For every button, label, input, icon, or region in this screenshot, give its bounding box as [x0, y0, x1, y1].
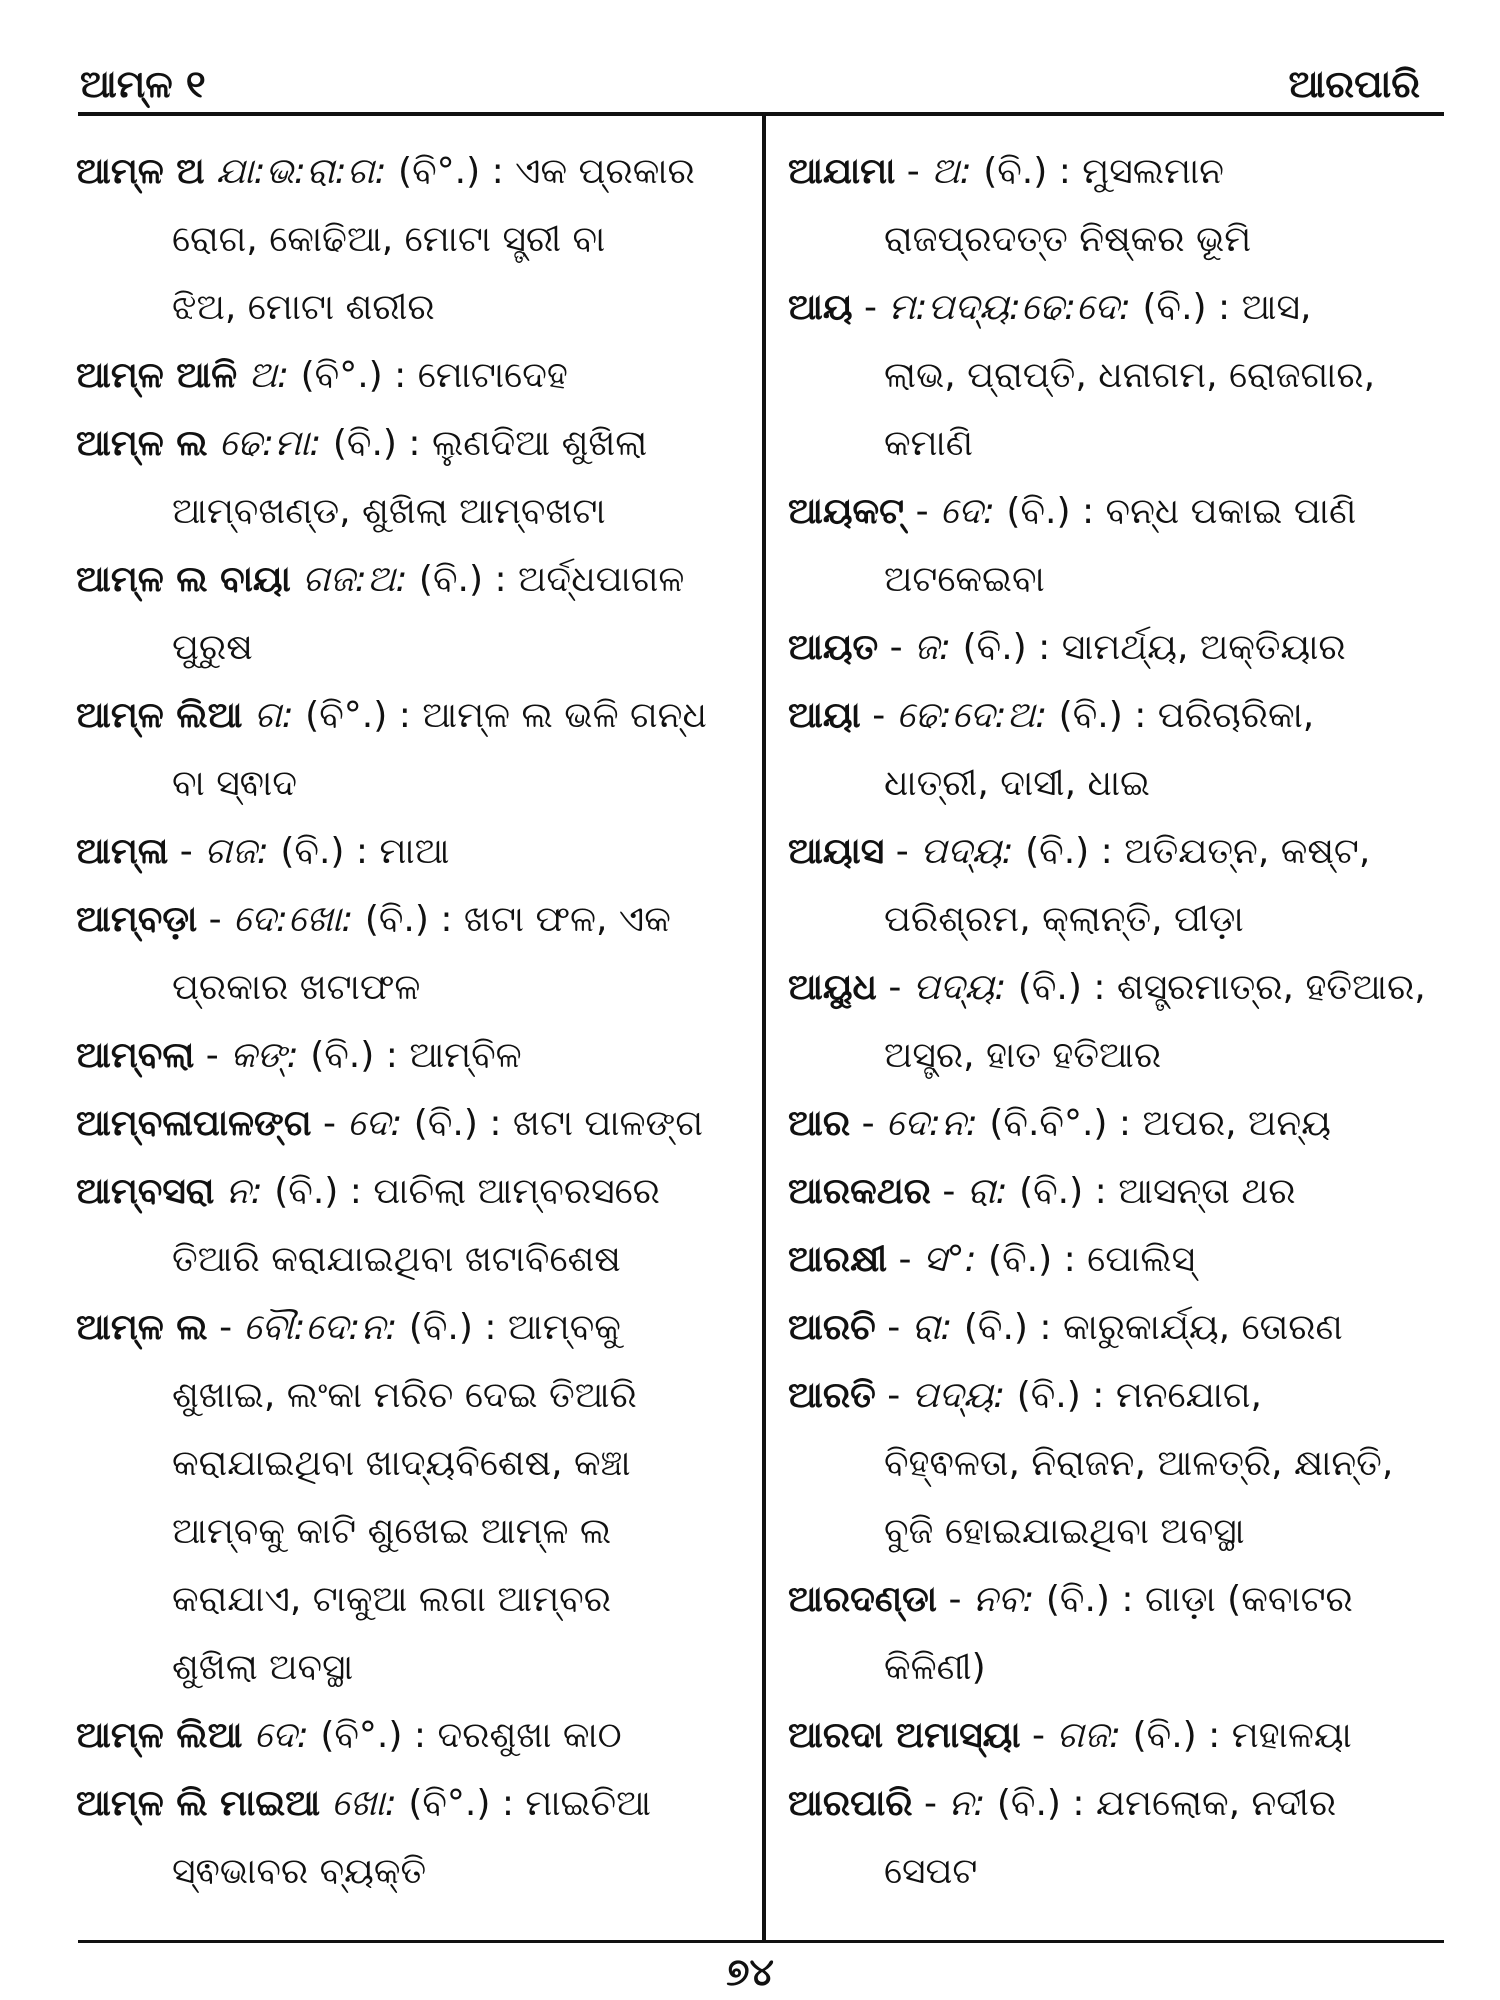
entry-continuation: ସେପଟ [884, 1851, 978, 1892]
entry-headword: ଆରକଥର [788, 1171, 931, 1212]
entry-first-line [76, 1770, 736, 1838]
entry-first-line [76, 342, 736, 410]
entry-continuation: ବା ସ୍ଵାଦ [172, 763, 297, 804]
entry-first-line [76, 886, 736, 954]
entry-continuation: କମାଣି [884, 423, 973, 464]
entry-pos: (ବି.) [983, 151, 1048, 192]
entry-headword: ଆମ୍ଳ ଲି ମାଇଆ [76, 1783, 321, 1824]
entry-definition: : ଅପର, ଅନ୍ୟ [1107, 1103, 1331, 1144]
dictionary-entry [76, 1090, 736, 1158]
entry-continuation: ଶୁଖାଇ, ଲଂକା ମରିଚ ଦେଇ ତିଆରି [172, 1375, 637, 1416]
entry-continuation: ତିଆରି କରାଯାଇଥିବା ଖଟାବିଶେଷ [172, 1239, 621, 1280]
entry-dash: - [924, 1783, 938, 1824]
entry-origin: କଙ୍: [230, 1035, 299, 1076]
entry-origin: ଗଜ: [1056, 1715, 1122, 1756]
entry-first-line [76, 410, 736, 478]
entry-origin: ଗଜ: [204, 831, 269, 872]
entry-origin: ଦେ: [347, 1103, 403, 1144]
entry-continuation: ଶୁଖିଲା ଅବସ୍ଥା [172, 1647, 354, 1688]
entry-definition: : ଆମ୍ବିଳ [374, 1035, 522, 1076]
entry-continuation: ପ୍ରକାର ଖଟାଫଳ [172, 967, 421, 1008]
entry-origin: ନ: [948, 1783, 986, 1824]
dictionary-entry [788, 274, 1448, 478]
entry-first-line [76, 138, 736, 206]
entry-origin: ପଦ୍ୟ: [912, 967, 1007, 1008]
dictionary-entry [788, 1158, 1448, 1226]
dictionary-entry [788, 682, 1448, 818]
entry-origin: ନବ: [972, 1579, 1035, 1620]
entry-definition: : ଆସ, [1206, 287, 1312, 328]
entry-first-line [76, 546, 736, 614]
entry-origin: ବୌ:ଦେ:ନ: [243, 1307, 398, 1348]
dictionary-entry [76, 1022, 736, 1090]
entry-definition: : ଅତିଯତ୍ନ, କଷ୍ଟ, [1089, 831, 1371, 872]
entry-headword: ଆୟା [788, 695, 861, 736]
entry-dash: - [219, 1307, 233, 1348]
entry-first-line [788, 1566, 1448, 1634]
dictionary-entry [788, 818, 1448, 954]
entry-pos: (ବି.) [1045, 1579, 1110, 1620]
entry-continuation: ଧାତ୍ରୀ, ଦାସୀ, ଧାଇ [884, 763, 1150, 804]
entry-headword: ଆରଦା ଅମାସ୍ୟା [788, 1715, 1021, 1756]
entry-definition: : ମନଯୋଗ, [1080, 1375, 1262, 1416]
entry-headword: ଆରଦଣ୍ଡା [788, 1579, 938, 1620]
dictionary-entry [76, 410, 736, 546]
entry-headword: ଆମ୍ଳ ଲିଆ [76, 1715, 243, 1756]
entry-origin: ସ°: [922, 1239, 977, 1280]
entry-continuation: ପରିଶ୍ରମ, କ୍ଲାନ୍ତି, ପୀଡ଼ା [884, 899, 1244, 940]
entry-definition: : ଲୁଣଦିଆ ଶୁଖିଲା [396, 423, 648, 464]
entry-first-line [76, 1702, 736, 1770]
entry-continuation: କରାଯାଏ, ଟାକୁଆ ଲଗା ଆମ୍ବର [172, 1579, 612, 1620]
entry-dash: - [948, 1579, 962, 1620]
entry-headword: ଆମ୍ବଳାପାଳଙ୍ଗ [76, 1103, 312, 1144]
entry-first-line [76, 818, 736, 886]
entry-pos: (ବି.) [1132, 1715, 1197, 1756]
entry-dash: - [861, 1103, 875, 1144]
entry-pos: (ବି.) [1017, 967, 1082, 1008]
entry-first-line [76, 682, 736, 750]
entry-continuation: ଆମ୍ବକୁ କାଟି ଶୁଖେଇ ଆମ୍ଳ ଲ [172, 1511, 612, 1552]
dictionary-entry [788, 1362, 1448, 1566]
entry-definition: : ପରିଚାରିକା, [1122, 695, 1315, 736]
entry-first-line [788, 138, 1448, 206]
entry-continuation: ରୋଗ, କୋଢିଆ, ମୋଟା ସ୍ତ୍ରୀ ବା [172, 219, 606, 260]
entry-headword: ଆରତି [788, 1375, 876, 1416]
entry-pos: (ବି.) [1019, 1171, 1084, 1212]
entry-pos: (ବି.) [274, 1171, 339, 1212]
dictionary-entry [76, 138, 736, 342]
footer-rule [78, 1940, 1444, 1943]
entry-continuation: ଲାଭ, ପ୍ରାପ୍ତି, ଧନାଗମ, ରୋଜଗାର, [884, 355, 1376, 396]
entry-pos: (ବି.) [413, 1103, 478, 1144]
entry-pos: (ବି°.) [398, 151, 481, 192]
dictionary-entry [788, 478, 1448, 614]
entry-definition: : ଏକ ପ୍ରକାର [480, 151, 695, 192]
column-divider [762, 114, 766, 1940]
entry-pos: (ବି.) [963, 1307, 1028, 1348]
entry-first-line [76, 1294, 736, 1362]
entry-first-line [788, 682, 1448, 750]
entry-first-line [788, 954, 1448, 1022]
entry-dash: - [887, 1375, 901, 1416]
dictionary-entry [788, 954, 1448, 1090]
entry-pos: (ବି.) [988, 1239, 1053, 1280]
entry-headword: ଆମ୍ଳ ଲ [76, 1307, 208, 1348]
entry-pos: (ବି.) [1058, 695, 1123, 736]
entry-pos: (ବି.) [408, 1307, 473, 1348]
page-header [70, 52, 1430, 112]
entry-pos: (ବି.) [364, 899, 429, 940]
entry-headword: ଆରଚି [788, 1307, 876, 1348]
dictionary-entry [788, 1226, 1448, 1294]
entry-definition: : ଯମଲୋକ, ନଦୀର [1060, 1783, 1337, 1824]
entry-headword: ଆମ୍ବଡ଼ା [76, 899, 198, 940]
entry-dash: - [208, 899, 222, 940]
entry-first-line [76, 1022, 736, 1090]
entry-pos: (ବି.) [1016, 1375, 1081, 1416]
entry-continuation: ରାଜପ୍ରଦତ୍ତ ନିଷ୍କର ଭୂମି [884, 219, 1252, 260]
entry-headword: ଆରପାରି [788, 1783, 913, 1824]
entry-origin: ଜ: [914, 627, 952, 668]
dictionary-entry [788, 614, 1448, 682]
entry-origin: ଦେ: [253, 1715, 309, 1756]
entry-headword: ଆମ୍ବଲା [76, 1035, 195, 1076]
dictionary-entry [76, 546, 736, 682]
entry-definition: : ମାଆ [344, 831, 450, 872]
entry-origin: ଗ: [253, 695, 294, 736]
entry-origin: ଦେ: [940, 491, 995, 532]
entry-definition: : ପାଚିଲା ଆମ୍ବରସରେ [338, 1171, 660, 1212]
entry-dash: - [1032, 1715, 1046, 1756]
entry-dash: - [864, 287, 878, 328]
entry-dash: - [898, 1239, 912, 1280]
entry-first-line [76, 1090, 736, 1158]
entry-continuation: ଝିଅ, ମୋଟା ଶରୀର [172, 287, 435, 328]
entry-definition: : କାରୁକାର୍ଯ୍ୟ, ତୋରଣ [1027, 1307, 1343, 1348]
entry-origin: ରା: [911, 1307, 953, 1348]
dictionary-entry [76, 818, 736, 886]
entry-dash: - [205, 1035, 219, 1076]
entry-pos: (ବି.) [418, 559, 484, 600]
entry-continuation: ପୁରୁଷ [172, 627, 253, 668]
entry-pos: (ବି.ବି°.) [989, 1103, 1108, 1144]
entry-pos: (ବି°.) [408, 1783, 491, 1824]
entry-first-line [788, 1702, 1448, 1770]
dictionary-entry [788, 1702, 1448, 1770]
dictionary-entry [788, 1090, 1448, 1158]
entry-definition: : ଗାଡ଼ା (କବାଟର [1109, 1579, 1353, 1620]
entry-headword: ଆର [788, 1103, 851, 1144]
entry-first-line [788, 818, 1448, 886]
dictionary-entry [76, 682, 736, 818]
entry-headword: ଆମ୍ବସରା [76, 1171, 215, 1212]
entry-pos: (ବି°.) [300, 355, 383, 396]
entry-pos: (ବି.) [280, 831, 345, 872]
dictionary-entry [76, 1702, 736, 1770]
entry-headword: ଆୟ [788, 287, 853, 328]
entry-dash: - [322, 1103, 336, 1144]
entry-pos: (ବି°.) [305, 695, 388, 736]
entry-first-line [76, 1158, 736, 1226]
entry-continuation: ଅଟକେଇବା [884, 559, 1045, 600]
entry-dash: - [888, 967, 902, 1008]
entry-headword: ଆୟାସ [788, 831, 885, 872]
left-column [76, 138, 736, 1906]
entry-definition: : ଖଟା ଫଳ, ଏକ [428, 899, 671, 940]
entry-pos: (ବି.) [1006, 491, 1071, 532]
entry-origin: ଢେ:ଦେ:ଅ: [896, 695, 1048, 736]
entry-first-line [788, 478, 1448, 546]
dictionary-entry [788, 138, 1448, 274]
entry-dash: - [942, 1171, 956, 1212]
entry-headword: ଆୟୁଧ [788, 967, 877, 1008]
entry-continuation: ବୁଜି ହୋଇଯାଇଥିବା ଅବସ୍ଥା [884, 1511, 1245, 1552]
entry-definition: : ଆସନ୍ତା ଥର [1083, 1171, 1296, 1212]
page-number: ୭୪ [726, 1950, 774, 1994]
entry-headword: ଆମ୍ଳ ଆଳି [76, 355, 238, 396]
entry-definition: : ମୋଟାଦେହ [382, 355, 568, 396]
entry-pos: (ବି.) [310, 1035, 375, 1076]
entry-first-line [788, 1090, 1448, 1158]
entry-headword: ଆଯାମା [788, 151, 896, 192]
dictionary-entry [788, 1770, 1448, 1906]
entry-dash: - [179, 831, 193, 872]
entry-origin: ଢେ:ମା: [219, 423, 322, 464]
entry-headword: ଆମ୍ଳ ଲ [76, 423, 208, 464]
dictionary-entry [788, 1294, 1448, 1362]
entry-origin: ରା: [966, 1171, 1008, 1212]
dictionary-entry [76, 1770, 736, 1906]
entry-origin: ପଦ୍ୟ: [920, 831, 1014, 872]
entry-continuation: ଅସ୍ତ୍ର, ହାତ ହତିଆର [884, 1035, 1162, 1076]
entry-definition: : ଆମ୍ବକୁ [472, 1307, 621, 1348]
entry-headword: ଆମ୍ଳ ଲିଆ [76, 695, 243, 736]
dictionary-entry [76, 886, 736, 1022]
entry-continuation: ବିହ୍ଵଳତା, ନିରାଜନ, ଆଳତ୍ରି, କ୍ଷାନ୍ତି, [884, 1443, 1394, 1484]
entry-dash: - [915, 491, 929, 532]
entry-origin: ଦେ:ଖୋ: [233, 899, 354, 940]
entry-definition: : ମହାଳୟା [1196, 1715, 1352, 1756]
header-rule [78, 112, 1444, 116]
entry-dash: - [887, 1307, 901, 1348]
right-column [788, 138, 1448, 1906]
entry-continuation: ଆମ୍ବଖଣ୍ଡ, ଶୁଖିଲା ଆମ୍ବଖଟା [172, 491, 606, 532]
entry-definition: : ଅର୍ଦ୍ଧପାଗଳ [483, 559, 685, 600]
entry-first-line [788, 1362, 1448, 1430]
entry-origin: ମ:ପଦ୍ୟ:ଢେ:ଦେ: [888, 287, 1132, 328]
entry-pos: (ବି.) [1025, 831, 1090, 872]
entry-first-line [788, 1770, 1448, 1838]
entry-dash: - [895, 831, 909, 872]
entry-definition: : ବନ୍ଧ ପକାଇ ପାଣି [1070, 491, 1357, 532]
entry-headword: ଆୟକଟ୍ [788, 491, 905, 532]
entry-first-line [788, 1294, 1448, 1362]
entry-headword: ଆମ୍ଳ ଅ [76, 151, 205, 192]
entry-origin: ଅ: [248, 355, 290, 396]
dictionary-entry [76, 1158, 736, 1294]
entry-pos: (ବି°.) [320, 1715, 403, 1756]
entry-dash: - [906, 151, 920, 192]
header-right-guideword: ଆରପାରି [1288, 62, 1420, 106]
dictionary-entry [76, 1294, 736, 1702]
entry-origin: ପଦ୍ୟ: [911, 1375, 1006, 1416]
entry-origin: ଗଜ:ଅ: [302, 559, 408, 600]
entry-definition: : ଆମ୍ଳ ଲ ଭଳି ଗନ୍ଧ [387, 695, 707, 736]
dictionary-entry [76, 342, 736, 410]
entry-dash: - [872, 695, 886, 736]
entry-definition: : ସାମର୍ଥ୍ୟ, ଅକ୍ତିୟାର [1026, 627, 1346, 668]
header-left-guideword: ଆମ୍ଳ ୧ [80, 62, 206, 106]
entry-first-line [788, 1158, 1448, 1226]
entry-headword: ଆମ୍ଳ ଲ ବାୟା [76, 559, 291, 600]
entry-origin: ଅ: [931, 151, 972, 192]
entry-definition: : ମାଇଚିଆ [490, 1783, 651, 1824]
entry-continuation: କିଳିଣୀ) [884, 1647, 986, 1688]
entry-pos: (ବି.) [996, 1783, 1061, 1824]
entry-first-line [788, 614, 1448, 682]
dictionary-entry [788, 1566, 1448, 1702]
entry-dash: - [889, 627, 903, 668]
entry-origin: ଖୋ: [331, 1783, 397, 1824]
entry-first-line [788, 274, 1448, 342]
entry-continuation: କରାଯାଇଥିବା ଖାଦ୍ୟବିଶେଷ, କଞ୍ଚା [172, 1443, 631, 1484]
entry-definition: : ଶସ୍ତ୍ରମାତ୍ର, ହତିଆର, [1081, 967, 1426, 1008]
entry-definition: : ପୋଲିସ୍ [1052, 1239, 1196, 1280]
entry-definition: : ଦରଶୁଖା କାଠ [402, 1715, 622, 1756]
entry-continuation: ସ୍ଵଭାବର ବ୍ୟକ୍ତି [172, 1851, 427, 1892]
entry-definition: : ମୁସଲମାନ [1047, 151, 1224, 192]
entry-first-line [788, 1226, 1448, 1294]
entry-pos: (ବି.) [332, 423, 397, 464]
entry-origin: ଦେ:ନ: [886, 1103, 978, 1144]
entry-pos: (ବି.) [1142, 287, 1207, 328]
entry-headword: ଆରକ୍ଷୀ [788, 1239, 888, 1280]
entry-origin: ନ: [225, 1171, 263, 1212]
entry-pos: (ବି.) [962, 627, 1027, 668]
entry-headword: ଆମ୍ଳା [76, 831, 169, 872]
entry-origin: ଯା:ଭ:ରା:ଗ: [216, 151, 387, 192]
entry-headword: ଆୟତ [788, 627, 879, 668]
entry-definition: : ଖଟା ପାଳଙ୍ଗ [477, 1103, 704, 1144]
